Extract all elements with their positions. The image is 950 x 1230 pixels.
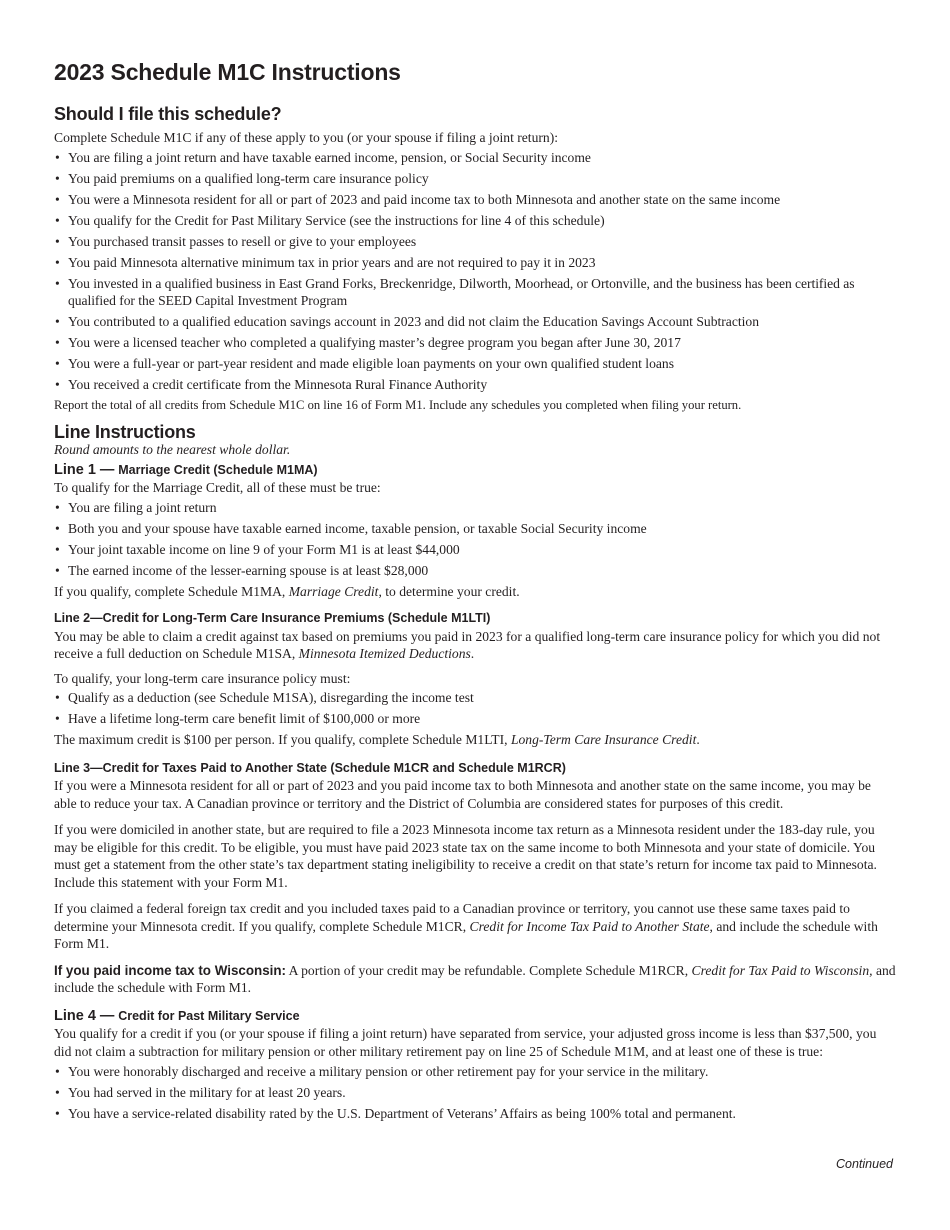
line1-closing: [54, 583, 896, 601]
list-item: • You invested in a qualified business in East Grand Forks, Breckenridge, Dilworth, Moorhead, or Ortonville, and the business has been certified as qualified for the SEED Capital Investment Program: [54, 275, 896, 310]
line2-p1-pre: You may be able to claim a credit against tax based on premiums you paid in 2023 for a qualified long-term care insurance policy for which you did not receive a full deduction on Schedule M1SA,: [54, 628, 881, 661]
line2-paragraph-3: [54, 731, 896, 749]
page-title: 2023 Schedule M1C Instructions: [54, 59, 401, 85]
report-note: Report the total of all credits from Schedule M1C on line 16 of Form M1. Include any schedules you completed when filing your return.: [54, 398, 742, 412]
line3-p4-post: and include the schedule with Form M1.: [54, 962, 896, 995]
list-item: • Your joint taxable income on line 9 of your Form M1 is at least $44,000: [54, 541, 896, 559]
line1-closing-form: Marriage Credit: [288, 583, 379, 599]
line3-paragraph-1: If you were a Minnesota resident for all or part of 2023 and you paid income tax to both Minnesota and another state on the same income, you may be able to reduce your tax. A Canadian province or territory and the District of Columbia are considered states for purposes of this credit.: [54, 778, 871, 811]
list-item: • You received a credit certificate from the Minnesota Rural Finance Authority: [54, 376, 896, 394]
list-item: • You are filing a joint return and have taxable earned income, pension, or Social Security income: [54, 149, 896, 167]
list-item: • Both you and your spouse have taxable earned income, taxable pension, or taxable Social Security income: [54, 520, 896, 538]
line2-p3-form: Long-Term Care Insurance Credit: [510, 732, 697, 747]
line1-intro: To qualify for the Marriage Credit, all of these must be true:: [54, 480, 381, 495]
line4-paragraph-1: You qualify for a credit if you (or your spouse if filing a joint return) have separated from service, your adjusted gross income is less than $37,500, you did not claim a subtraction for military pension or other military retirement pay on line 25 of Schedule M1M, and at least one of these is true:: [54, 1026, 877, 1059]
line1-list: [54, 499, 896, 580]
line3-p4-pre: A portion of your credit may be refundable. Complete Schedule M1RCR,: [288, 962, 689, 978]
line3-wisconsin-label: If you paid income tax to Wisconsin:: [54, 962, 287, 978]
list-item: • You paid Minnesota alternative minimum tax in prior years and are not required to pay it in 2023: [54, 254, 896, 272]
line3-paragraph-3: [54, 900, 896, 953]
line-instructions-section: [54, 422, 896, 1126]
line1-title: Marriage Credit (Schedule M1MA): [118, 462, 318, 477]
line4-list: [54, 1063, 896, 1123]
line2-p3-pre: The maximum credit is $100 per person. If you qualify, complete Schedule M1LTI,: [54, 732, 508, 747]
list-item: • You had served in the military for at least 20 years.: [54, 1084, 896, 1102]
line1-heading: [54, 461, 896, 480]
list-item: • You were a Minnesota resident for all or part of 2023 and paid income tax to both Minnesota and another state on the same income: [54, 191, 896, 209]
should-file-list: [54, 149, 896, 394]
line3-heading: Line 3—Credit for Taxes Paid to Another State (Schedule M1CR and Schedule M1RCR): [54, 760, 566, 775]
line1-closing-pre: If you qualify, complete Schedule M1MA,: [54, 583, 286, 599]
list-item: • The earned income of the lesser-earning spouse is at least $28,000: [54, 562, 896, 580]
section-heading-should-file: Should I file this schedule?: [54, 104, 282, 124]
line3-p3-post: , and include the schedule with Form M1.: [54, 918, 878, 951]
list-item: • Qualify as a deduction (see Schedule M1SA), disregarding the income test: [54, 689, 896, 707]
list-item: • You paid premiums on a qualified long-term care insurance policy: [54, 170, 896, 188]
section-heading-line-instructions: Line Instructions: [54, 422, 196, 442]
line3-p3-pre: If you claimed a federal foreign tax credit and you included taxes paid to a Canadian province or territory, you cannot use these same taxes paid to determine your Minnesota credit. If you qualify, complete Schedule M1CR,: [54, 901, 850, 934]
line4-heading: [54, 1007, 896, 1026]
line2-p3-post: .: [696, 732, 700, 747]
line2-paragraph-2: To qualify, your long-term care insurance policy must:: [54, 670, 351, 686]
list-item: • You were honorably discharged and receive a military pension or other retirement pay for your service in the military.: [54, 1063, 896, 1081]
line3-p3-form: Credit for Income Tax Paid to Another State: [469, 918, 710, 934]
line3-p4-form: Credit for Tax Paid to Wisconsin,: [691, 962, 873, 978]
line2-p1-form: Minnesota Itemized Deductions: [298, 646, 471, 661]
should-file-intro: Complete Schedule M1C if any of these apply to you (or your spouse if filing a joint return):: [54, 130, 559, 145]
line2-paragraph-1: [54, 628, 896, 663]
line2-heading: Line 2—Credit for Long-Term Care Insurance Premiums (Schedule M1LTI): [54, 611, 491, 625]
continued-note: Continued: [836, 1157, 893, 1171]
should-file-section: [54, 104, 896, 415]
round-note: Round amounts to the nearest whole dollar.: [54, 442, 291, 457]
list-item: • You are filing a joint return: [54, 499, 896, 517]
line2-p1-post: .: [470, 646, 475, 661]
list-item: • You were a full-year or part-year resident and made eligible loan payments on your own qualified student loans: [54, 355, 896, 373]
list-item: • You have a service-related disability rated by the U.S. Department of Veterans’ Affairs as being 100% total and permanent.: [54, 1105, 896, 1123]
line3-paragraph-2: If you were domiciled in another state, but are required to file a 2023 Minnesota income tax return as a Minnesota resident under the 183-day rule, you may be eligible for this credit. To be eligible, you must have paid 2023 state tax on the same income to both Minnesota and your state of domicile. You must get a statement from the other state’s tax department stating ineligibility to receive a credit on that state’s return for income tax paid to Minnesota. Include this statement with your Form M1.: [54, 822, 877, 890]
list-item: • You were a licensed teacher who completed a qualifying master’s degree program you began after June 30, 2017: [54, 334, 896, 352]
list-item: • You contributed to a qualified education savings account in 2023 and did not claim the Education Savings Account Subtraction: [54, 313, 896, 331]
line1-label: Line 1 —: [54, 461, 115, 478]
list-item: • Have a lifetime long-term care benefit limit of $100,000 or more: [54, 710, 896, 728]
line1-closing-post: , to determine your credit.: [378, 583, 520, 599]
line4-label: Line 4 —: [54, 1007, 115, 1024]
line2-list: [54, 689, 896, 728]
list-item: • You qualify for the Credit for Past Military Service (see the instructions for line 4 of this schedule): [54, 212, 896, 230]
line3-paragraph-4: [54, 962, 896, 997]
list-item: • You purchased transit passes to resell or give to your employees: [54, 233, 896, 251]
line4-title: Credit for Past Military Service: [118, 1008, 300, 1023]
